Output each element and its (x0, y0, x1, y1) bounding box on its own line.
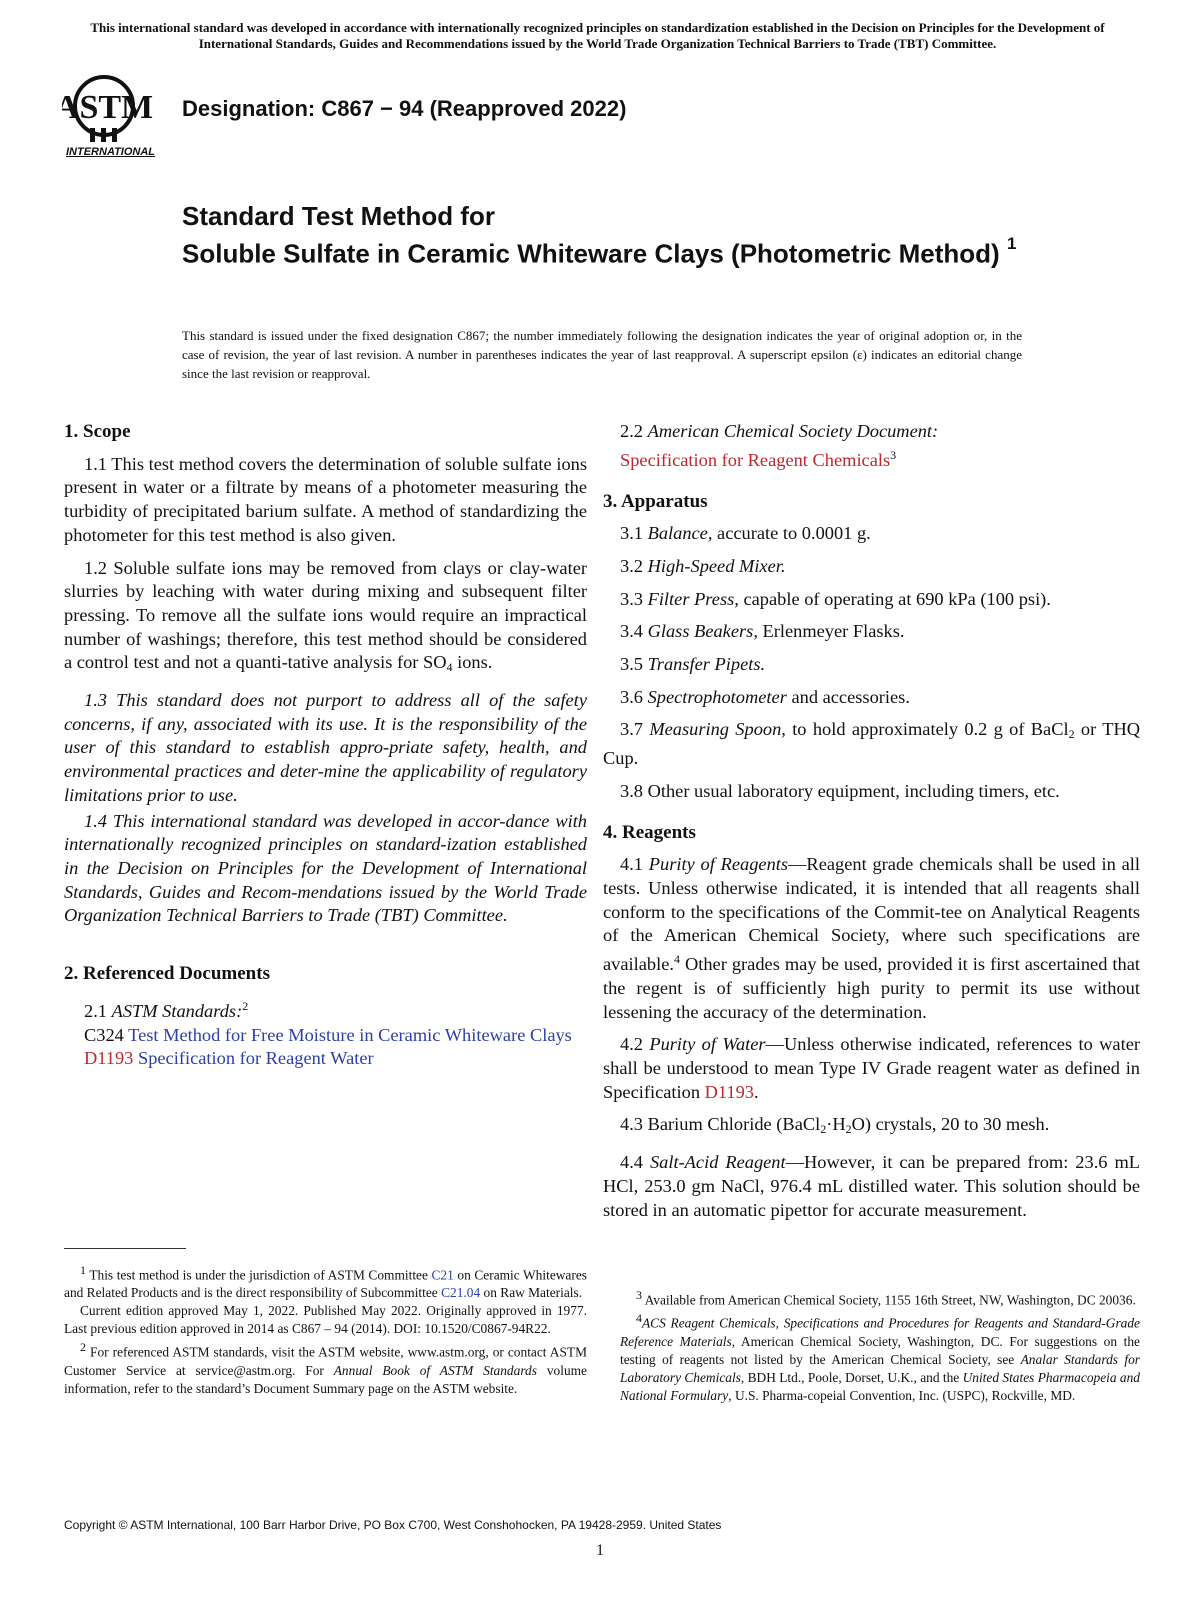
para-4-2: 4.2 Purity of Water—Unless otherwise indicated, references to water shall be understood to mean Type IV Grade reagent water as defined in Specification D1193. (603, 1034, 1140, 1102)
title-main: Soluble Sulfate in Ceramic Whiteware Clays (Photometric Method) (182, 238, 1000, 269)
apparatus-item: 3.4 Glass Beakers, Erlenmeyer Flasks. (620, 621, 905, 642)
para-3-8: 3.8 Other usual laboratory equipment, including timers, etc. (620, 780, 1060, 801)
footnotes-left (64, 1248, 587, 1398)
para-3-7: 3.7 Measuring Spoon, to hold approximately 0.2 g of BaCl$_2$ or THQ Cup. (603, 719, 1141, 769)
ref-d1193[interactable] (64, 1047, 587, 1071)
section-heading-apparatus: 3. Apparatus (603, 490, 708, 512)
wto-notice: This international standard was developed in accordance with internationally recognized principles on standardization established in the Decision on Principles for the Development of International Standards, Guides and Recommendations issued by the World Trade Organization Technical Barriers to Trade (TBT) Committee. (90, 20, 1105, 51)
para-1-2: 1.2 Soluble sulfate ions may be removed from clays or clay-water slurries by leaching with water during mixing and subsequent filter pressing. To remove all the sulfate ions would require an impractical number of washings; therefore, this test method should be considered a control test and not a quanti-tative analysis for $SO_4$ ions. (64, 557, 587, 675)
document-title (182, 200, 1042, 270)
apparatus-item: 3.6 Spectrophotometer and accessories. (620, 686, 910, 707)
link-d1193-inline[interactable]: D1193 (704, 1081, 755, 1102)
para-4-1: 4.1 Purity of Reagents—Reagent grade chemicals shall be used in all tests. Unless otherwise indicated, it is intended that all reagents shall conform to the specifications of the Commit-tee on Analytical Reagents of the American Chemical Society, where such specifications are available.$^4$ Other grades may be used, provided it is first ascertained that the regent is of sufficiently high purity to permit its use without lessening the accuracy of the determination. (603, 854, 1140, 1022)
apparatus-item: 3.3 Filter Press, capable of operating at 690 kPa (100 psi). (620, 588, 1051, 609)
link-d1193-code[interactable]: D1193 (84, 1048, 134, 1069)
footnote-4: $^4$ACS Reagent Chemicals, Specifications and Procedures for Reagents and Standard-Grade Reference Materials, American Chemical Society, Washington, DC. For suggestions on the testing of reagents not listed by the American Chemical Society, see Analar Standards for Laboratory Chemicals, BDH Ltd., Poole, Dorset, U.K., and the United States Pharmacopeia and National Formulary, U.S. Pharma-copeial Convention, Inc. (USPC), Rockville, MD. (620, 1311, 1141, 1403)
para-4-3: 4.3 Barium Chloride $(BaCl_2\cdot H_2O)$ crystals, 20 to 30 mesh. (620, 1114, 1050, 1137)
para-1-1: 1.1 This test method covers the determination of soluble sulfate ions present in water or a filtrate by means of a photometer measuring the turbidity of precipitated barium sulfate. A method of standardizing the photometer for this test method is also given. (64, 453, 587, 545)
link-d1193-title[interactable]: Specification for Reagent Water (138, 1048, 374, 1069)
footnote-1-edition: Current edition approved May 1, 2022. Published May 2022. Originally approved in 1977. Last previous edition approved in 2014 as C867 – 94 (2014). DOI: 10.1520/C0867-94R22. (64, 1303, 587, 1337)
section-heading-scope: 1. Scope (64, 421, 131, 442)
para-2-1: 2.1 ASTM Standards:$^2$ (84, 998, 249, 1021)
logo-text: INTERNATIONAL (66, 146, 156, 158)
para-1-3: 1.3 This standard does not purport to address all of the safety concerns, if any, associated with its use. It is the responsibility of the user of this standard to establish appro-priate safety, health, and environmental practices and deter-mine the applicability of regulatory limitations prior to use. (64, 690, 587, 805)
section-heading-referenced-documents: 2. Referenced Documents (64, 963, 270, 985)
footnotes-right (620, 1286, 1140, 1405)
apparatus-item: 3.1 Balance, accurate to 0.0001 g. (620, 523, 871, 544)
link-acs-spec[interactable]: Specification for Reagent Chemicals (620, 449, 891, 470)
page-number: 1 (596, 1542, 604, 1559)
apparatus-item: 3.5 Transfer Pipets. (620, 654, 766, 675)
link-c2104[interactable]: C21.04 (441, 1285, 481, 1301)
issue-note: This standard is issued under the fixed designation C867; the number immediately following the designation indicates the year of original adoption or, in the case of revision, the year of last revision. A number in parentheses indicates the year of last reapproval. A superscript epsilon (ε) indicates an editorial change since the last revision or reapproval. (182, 328, 1022, 381)
link-c21[interactable]: C21 (431, 1267, 454, 1283)
para-1-4: 1.4 This international standard was developed in accor-dance with internationally recognized principles on standard-ization established in the Decision on Principles for the Development of International Standards, Guides and Recom-mendations issued by the World Trade Organization Technical Barriers to Trade (TBT) Committee. (64, 810, 587, 926)
link-c324-title[interactable]: Test Method for Free Moisture in Ceramic Whiteware Clays (128, 1024, 572, 1045)
title-footnote-mark: 1 (1006, 234, 1017, 253)
title-line-2 (182, 232, 1042, 270)
designation: Designation: C867 − 94 (Reapproved 2022) (182, 96, 627, 121)
footnote-2: $^2$ For referenced ASTM standards, visit the ASTM website, www.astm.org, or contact ASTM Customer Service at service@astm.org. For Annual Book of ASTM Standards volume information, refer to the standard’s Document Summary page on the ASTM website. (64, 1340, 588, 1396)
section-heading-reagents: 4. Reagents (603, 821, 696, 843)
ref-acs[interactable]: Specification for Reagent Chemicals$^3$ (620, 447, 897, 470)
para-4-4: 4.4 Salt-Acid Reagent—However, it can be prepared from: 23.6 mL HCl, 253.0 gm NaCl, 976.4 mL distilled water. This solution should be stored in an automatic pipettor for accurate measurement. (603, 1152, 1140, 1220)
footnote-3: $^3$ Available from American Chemical Society, 1155 16th Street, NW, Washington, DC 20036. (636, 1288, 1136, 1308)
ref-c324[interactable]: C324 Test Method for Free Moisture in Ceramic Whiteware Clays (84, 1024, 572, 1045)
astm-logo (62, 68, 172, 164)
left-column (64, 420, 587, 1071)
apparatus-list (620, 513, 1140, 718)
title-line-1: Standard Test Method for (182, 201, 495, 231)
copyright: Copyright © ASTM International, 100 Barr Harbor Drive, PO Box C700, West Conshohocken, PA 19428-2959. United States (64, 1518, 722, 1532)
apparatus-item: 3.2 High-Speed Mixer. (620, 555, 786, 576)
para-2-2: 2.2 American Chemical Society Document: (620, 421, 939, 441)
footnote-1: $^1$ This test method is under the jurisdiction of ASTM Committee C21 on Ceramic Whitewares and Related Products and is the direct responsibility of Subcommittee C21.04 on Raw Materials. (64, 1263, 587, 1301)
right-column (603, 420, 1141, 1222)
svg-text:ASTM: ASTM (62, 89, 154, 126)
